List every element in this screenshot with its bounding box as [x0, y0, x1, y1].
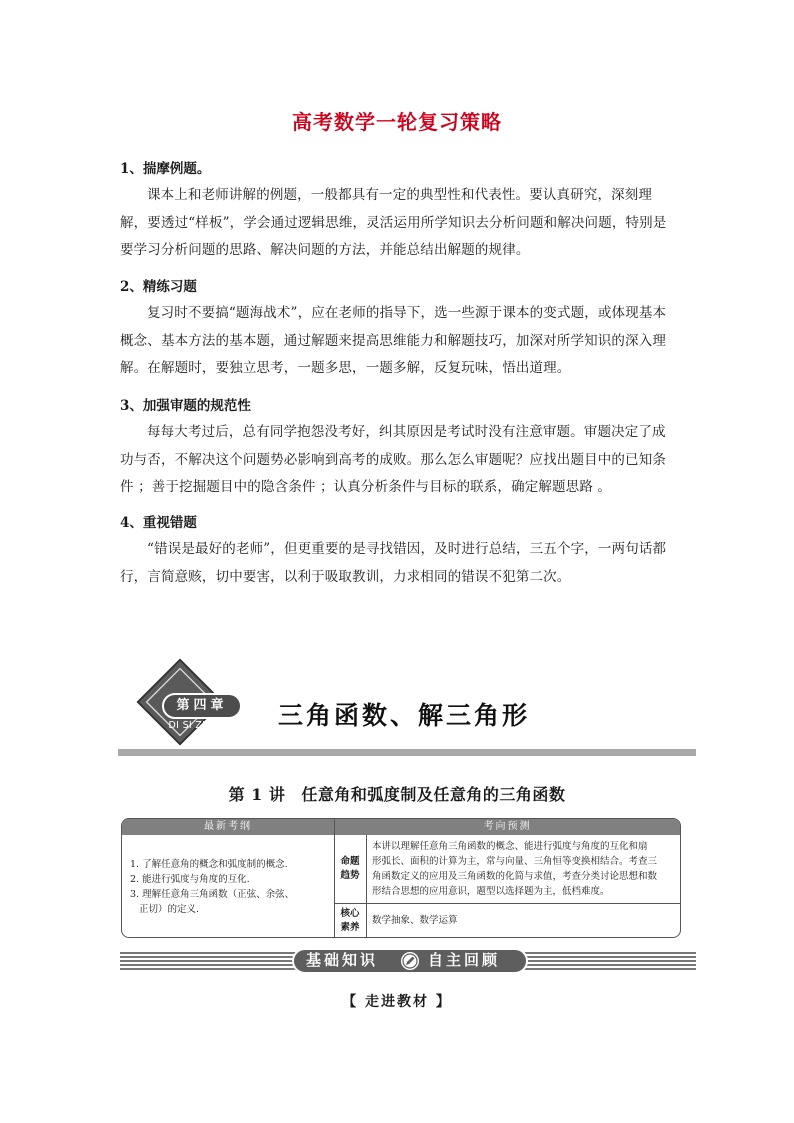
- syllabus-item: 1. 了解任意角的概念和弧度制的概念.: [130, 859, 288, 870]
- chapter-rule: [118, 749, 696, 756]
- chapter-banner: [118, 650, 696, 775]
- syllabus-table: [121, 818, 681, 938]
- section-3: [120, 396, 676, 502]
- right-header: 考向预测: [335, 819, 680, 835]
- core-line: 数学抽象、数学运算: [372, 915, 458, 926]
- row-label-trend: 命题趋势: [340, 856, 360, 881]
- section-body: 复习时不要搞“题海战术”，应在老师的指导下，选一些源于课本的变式题，或体现基本概念、基本方法的基本题，通过解题来提高思维能力和解题技巧，加深对所学知识的深入理解。在解题时，要独立思考，一题多思，一题多解，反复玩味，悟出道理。: [120, 305, 667, 376]
- lecture-heading: [0, 782, 794, 805]
- chapter-title: 三角函数、解三角形: [278, 701, 531, 730]
- syllabus-item: 3. 理解任意角三角函数（正弦、余弦、: [130, 889, 295, 900]
- label-divider: [366, 835, 367, 937]
- subheading: 【 走进教材 】: [342, 994, 452, 1010]
- core-text: [372, 913, 676, 928]
- section-2: [120, 277, 676, 383]
- page-title: 高考数学一轮复习策略: [292, 110, 502, 134]
- section-1: [120, 159, 676, 265]
- row-divider: [335, 903, 680, 904]
- section-body: 每每大考过后，总有同学抱怨没考好，纠其原因是考试时没有注意审题。审题决定了成功与否，不解决这个问题势必影响到高考的成败。那么怎么审题呢？应找出题目中的已知条件 ；善于挖掘题目中的隐含条件 ；认真分析条件与目标的联系，确定解题思路 。: [120, 424, 666, 495]
- trend-line: 本讲以理解任意角三角函数的概念、能进行弧度与角度的互化和扇: [372, 841, 648, 852]
- section-4: [120, 513, 676, 591]
- syllabus-item: 正切）的定义.: [130, 904, 200, 915]
- lecture-number: 第 1 讲: [228, 785, 286, 804]
- section-heading: 2、精练习题: [120, 279, 197, 295]
- trend-text: [372, 839, 676, 899]
- section-heading: 3、加强审题的规范性: [120, 398, 251, 414]
- lecture-title: 任意角和弧度制及任意角的三角函数: [301, 785, 566, 804]
- section-heading: 4、重视错题: [120, 515, 197, 531]
- left-header: 最新考纲: [122, 819, 334, 835]
- syllabus-list: [130, 857, 330, 917]
- section-heading: 1、揣摩例题。: [120, 161, 211, 177]
- column-divider: [334, 819, 335, 937]
- chapter-tag: 第四章: [162, 693, 242, 719]
- trend-line: 形结合思想的应用意识，题型以选择题为主，低档难度。: [372, 886, 610, 897]
- section-body: “错误是最好的老师”，但更重要的是寻找错因，及时进行总结，三五个字，一两句话都行，言简意赅，切中要害，以利于吸取教训，力求相同的错误不犯第二次。: [120, 541, 667, 585]
- bar-right-text: 自主回顾: [428, 951, 501, 969]
- section-body: 课本上和老师讲解的例题，一般都具有一定的典型性和代表性。要认真研究，深刻理解，要透过“样板”，学会通过逻辑思维，灵活运用所学知识去分析问题和解决问题，特别是要学习分析问题的思路、解决问题的方法，并能总结出解题的规律。: [120, 187, 667, 258]
- trend-line: 角函数定义的应用及三角函数的化简与求值，考查分类讨论思想和数: [372, 871, 658, 882]
- trend-line: 形弧长、面积的计算为主，常与向量、三角恒等变换相结合。考查三: [372, 856, 658, 867]
- section-bar: [120, 948, 696, 974]
- bar-left-text: 基础知识: [306, 951, 379, 969]
- chapter-pinyin: DI SI ZHANG: [168, 720, 232, 731]
- row-label-core: 核心素养: [340, 908, 360, 933]
- syllabus-item: 2. 能进行弧度与角度的互化.: [130, 874, 250, 885]
- pencil-circle-icon: [400, 951, 420, 971]
